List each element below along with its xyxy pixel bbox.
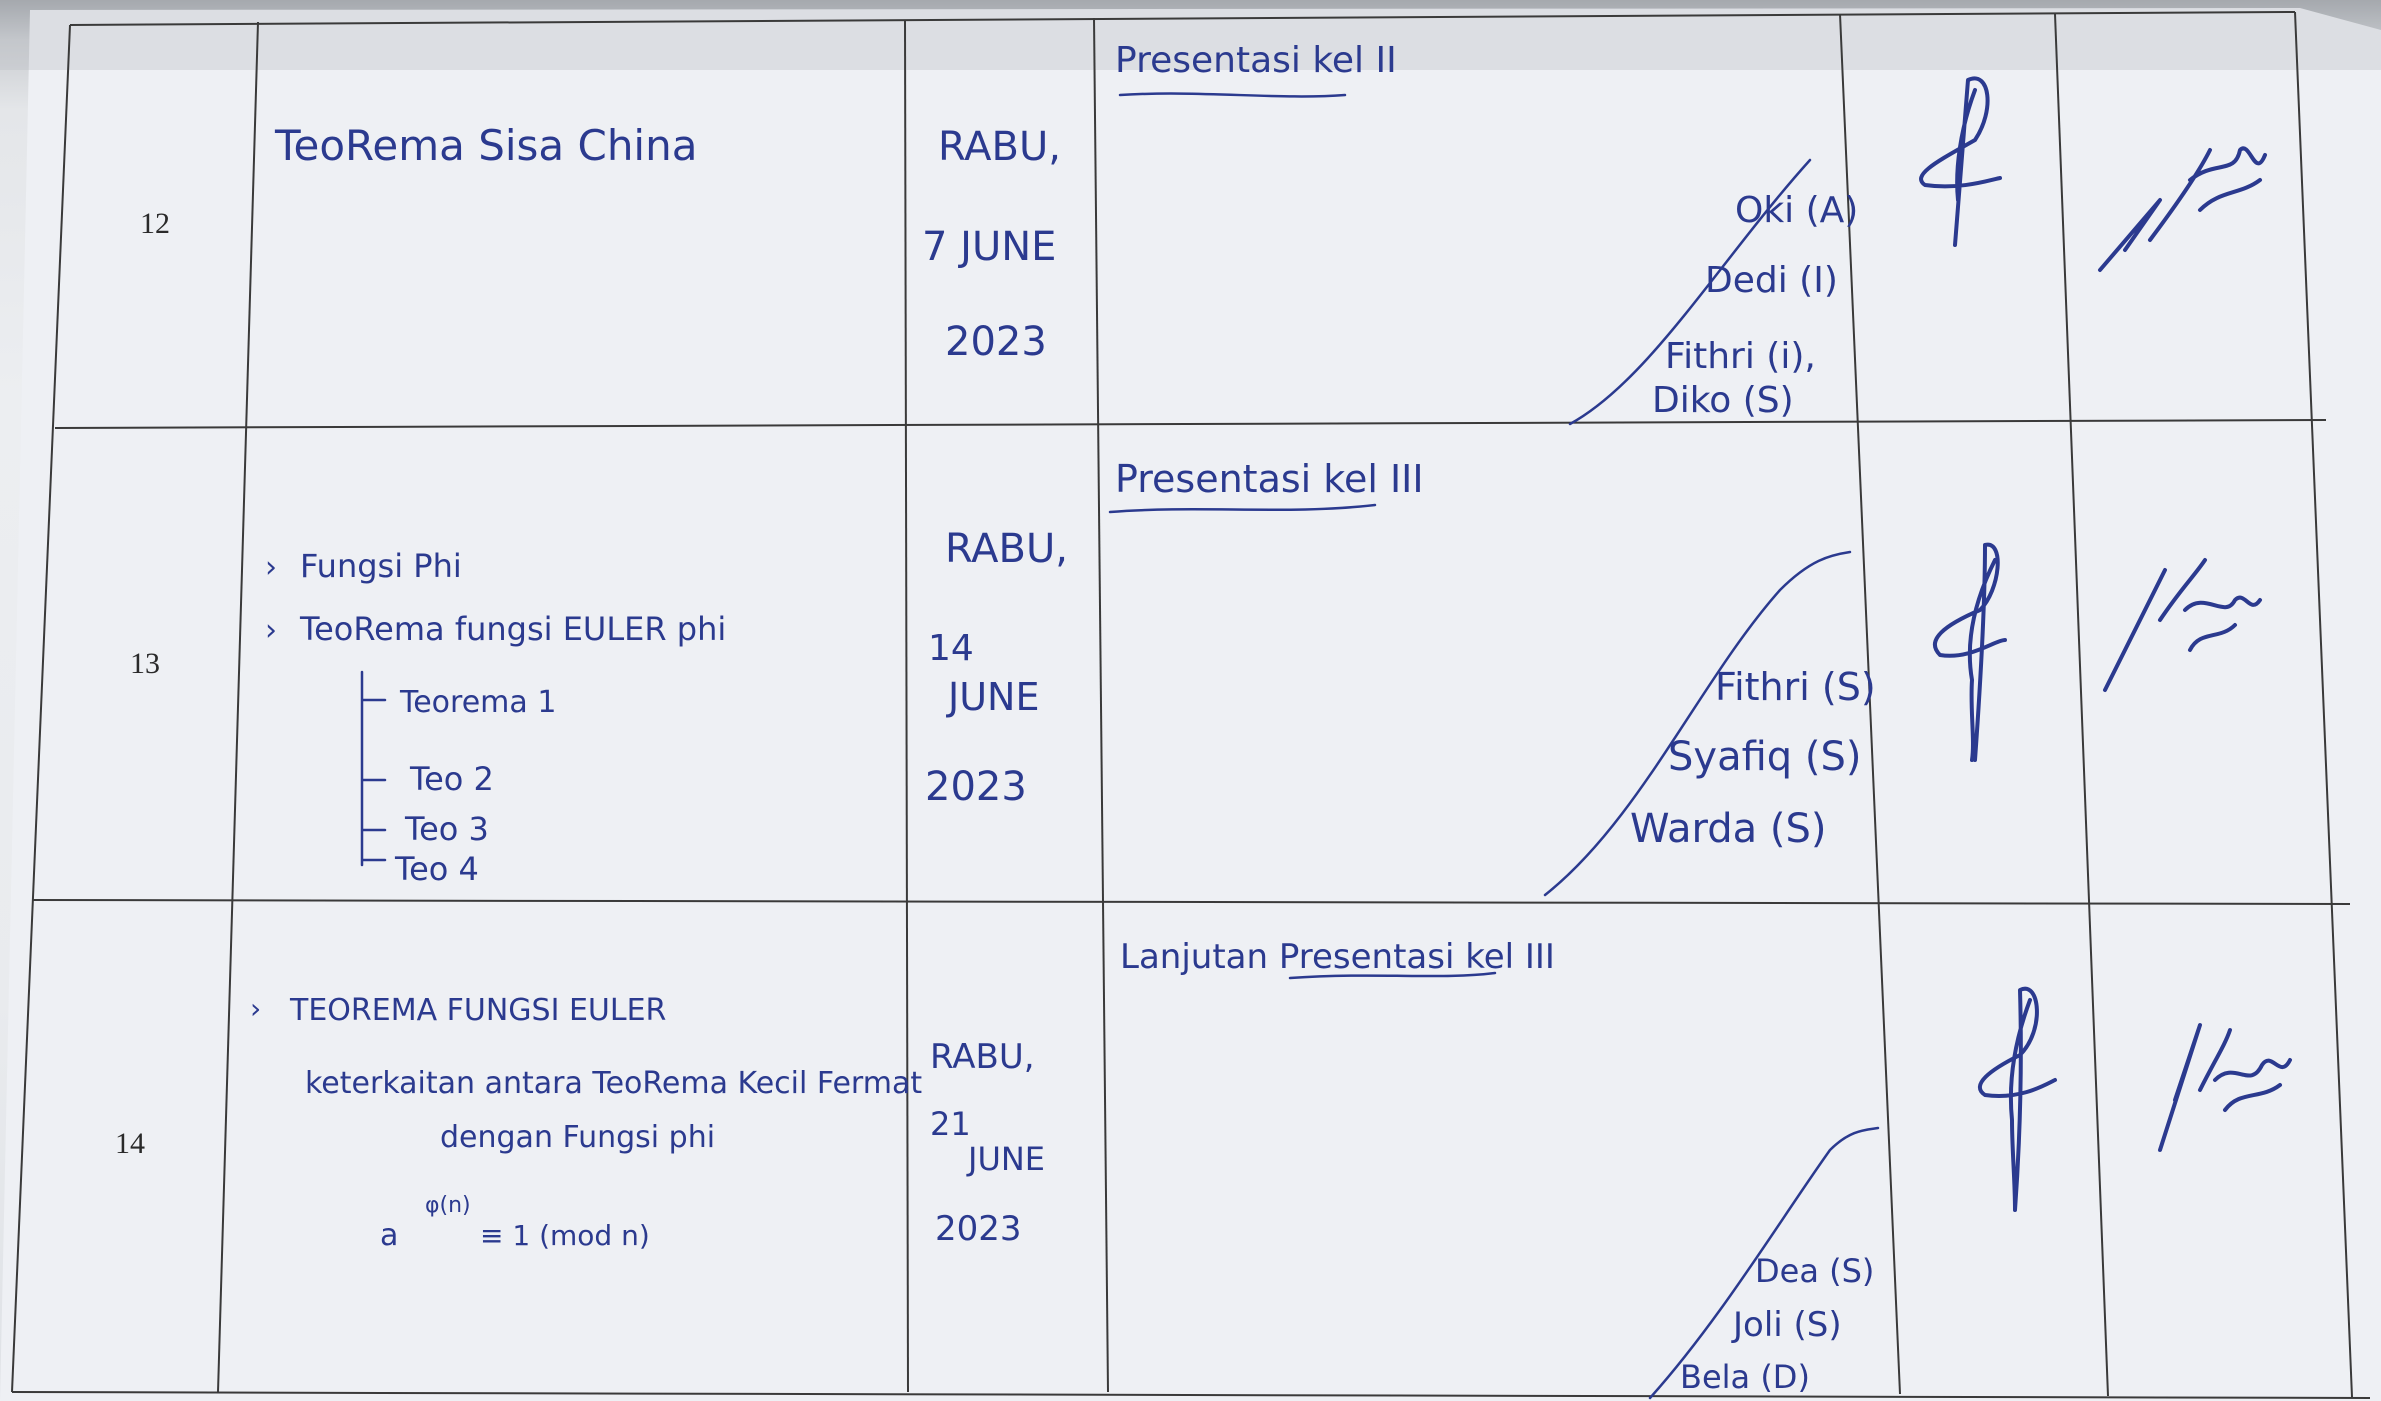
formula-base: a [380,1218,399,1253]
date-text: 14 [928,628,974,669]
topic-text: TeoRema Sisa China [275,121,698,170]
date-text: 7 JUNE [922,224,1057,270]
paper [0,8,2381,1401]
date-text: RABU, [945,526,1068,572]
date-text: JUNE [968,1140,1046,1178]
student-name: Fithri (S) [1715,665,1876,709]
topic-subitem: Teo 4 [395,850,479,888]
row-number: 14 [115,1127,145,1160]
note-title: Presentasi kel III [1115,457,1424,501]
student-name: Syafiq (S) [1668,734,1862,780]
date-text: RABU, [930,1037,1035,1077]
note-title: Lanjutan Presentasi kel III [1120,937,1555,977]
student-name: Joli (S) [1733,1305,1842,1345]
formula-exponent: φ(n) [425,1193,471,1218]
student-name: Dedi (I) [1705,260,1838,301]
topic-text: TEOREMA FUNGSI EULER [290,993,667,1028]
topic-text: dengan Fungsi phi [440,1120,716,1155]
row-number: 13 [130,647,160,680]
student-name: Fithri (i), [1665,336,1816,377]
topic-subitem: Teo 2 [410,760,494,798]
date-text: 2023 [935,1209,1022,1249]
student-name: Warda (S) [1630,806,1827,852]
date-text: RABU, [938,124,1061,170]
svg-text:›: › [265,613,277,648]
student-name: Oki (A) [1735,190,1859,231]
topic-text: keterkaitan antara TeoRema Kecil Fermat [305,1066,923,1101]
date-text: JUNE [948,675,1040,719]
student-name: Diko (S) [1652,380,1794,421]
student-name: Dea (S) [1755,1252,1875,1290]
topic-text: Fungsi Phi [300,547,462,585]
svg-text:›: › [265,550,277,585]
student-name: Bela (D) [1680,1358,1810,1396]
svg-text:›: › [250,992,262,1025]
topic-subitem: Teo 3 [405,810,489,848]
row-number: 12 [140,207,170,240]
date-text: 2023 [925,764,1027,810]
date-text: 21 [930,1105,971,1143]
date-text: 2023 [945,319,1047,365]
topic-subitem: Teorema 1 [400,685,557,720]
formula-congruence: ≡ 1 (mod n) [480,1219,650,1252]
note-title: Presentasi kel II [1115,40,1397,81]
topic-text: TeoRema fungsi EULER phi [300,610,727,648]
